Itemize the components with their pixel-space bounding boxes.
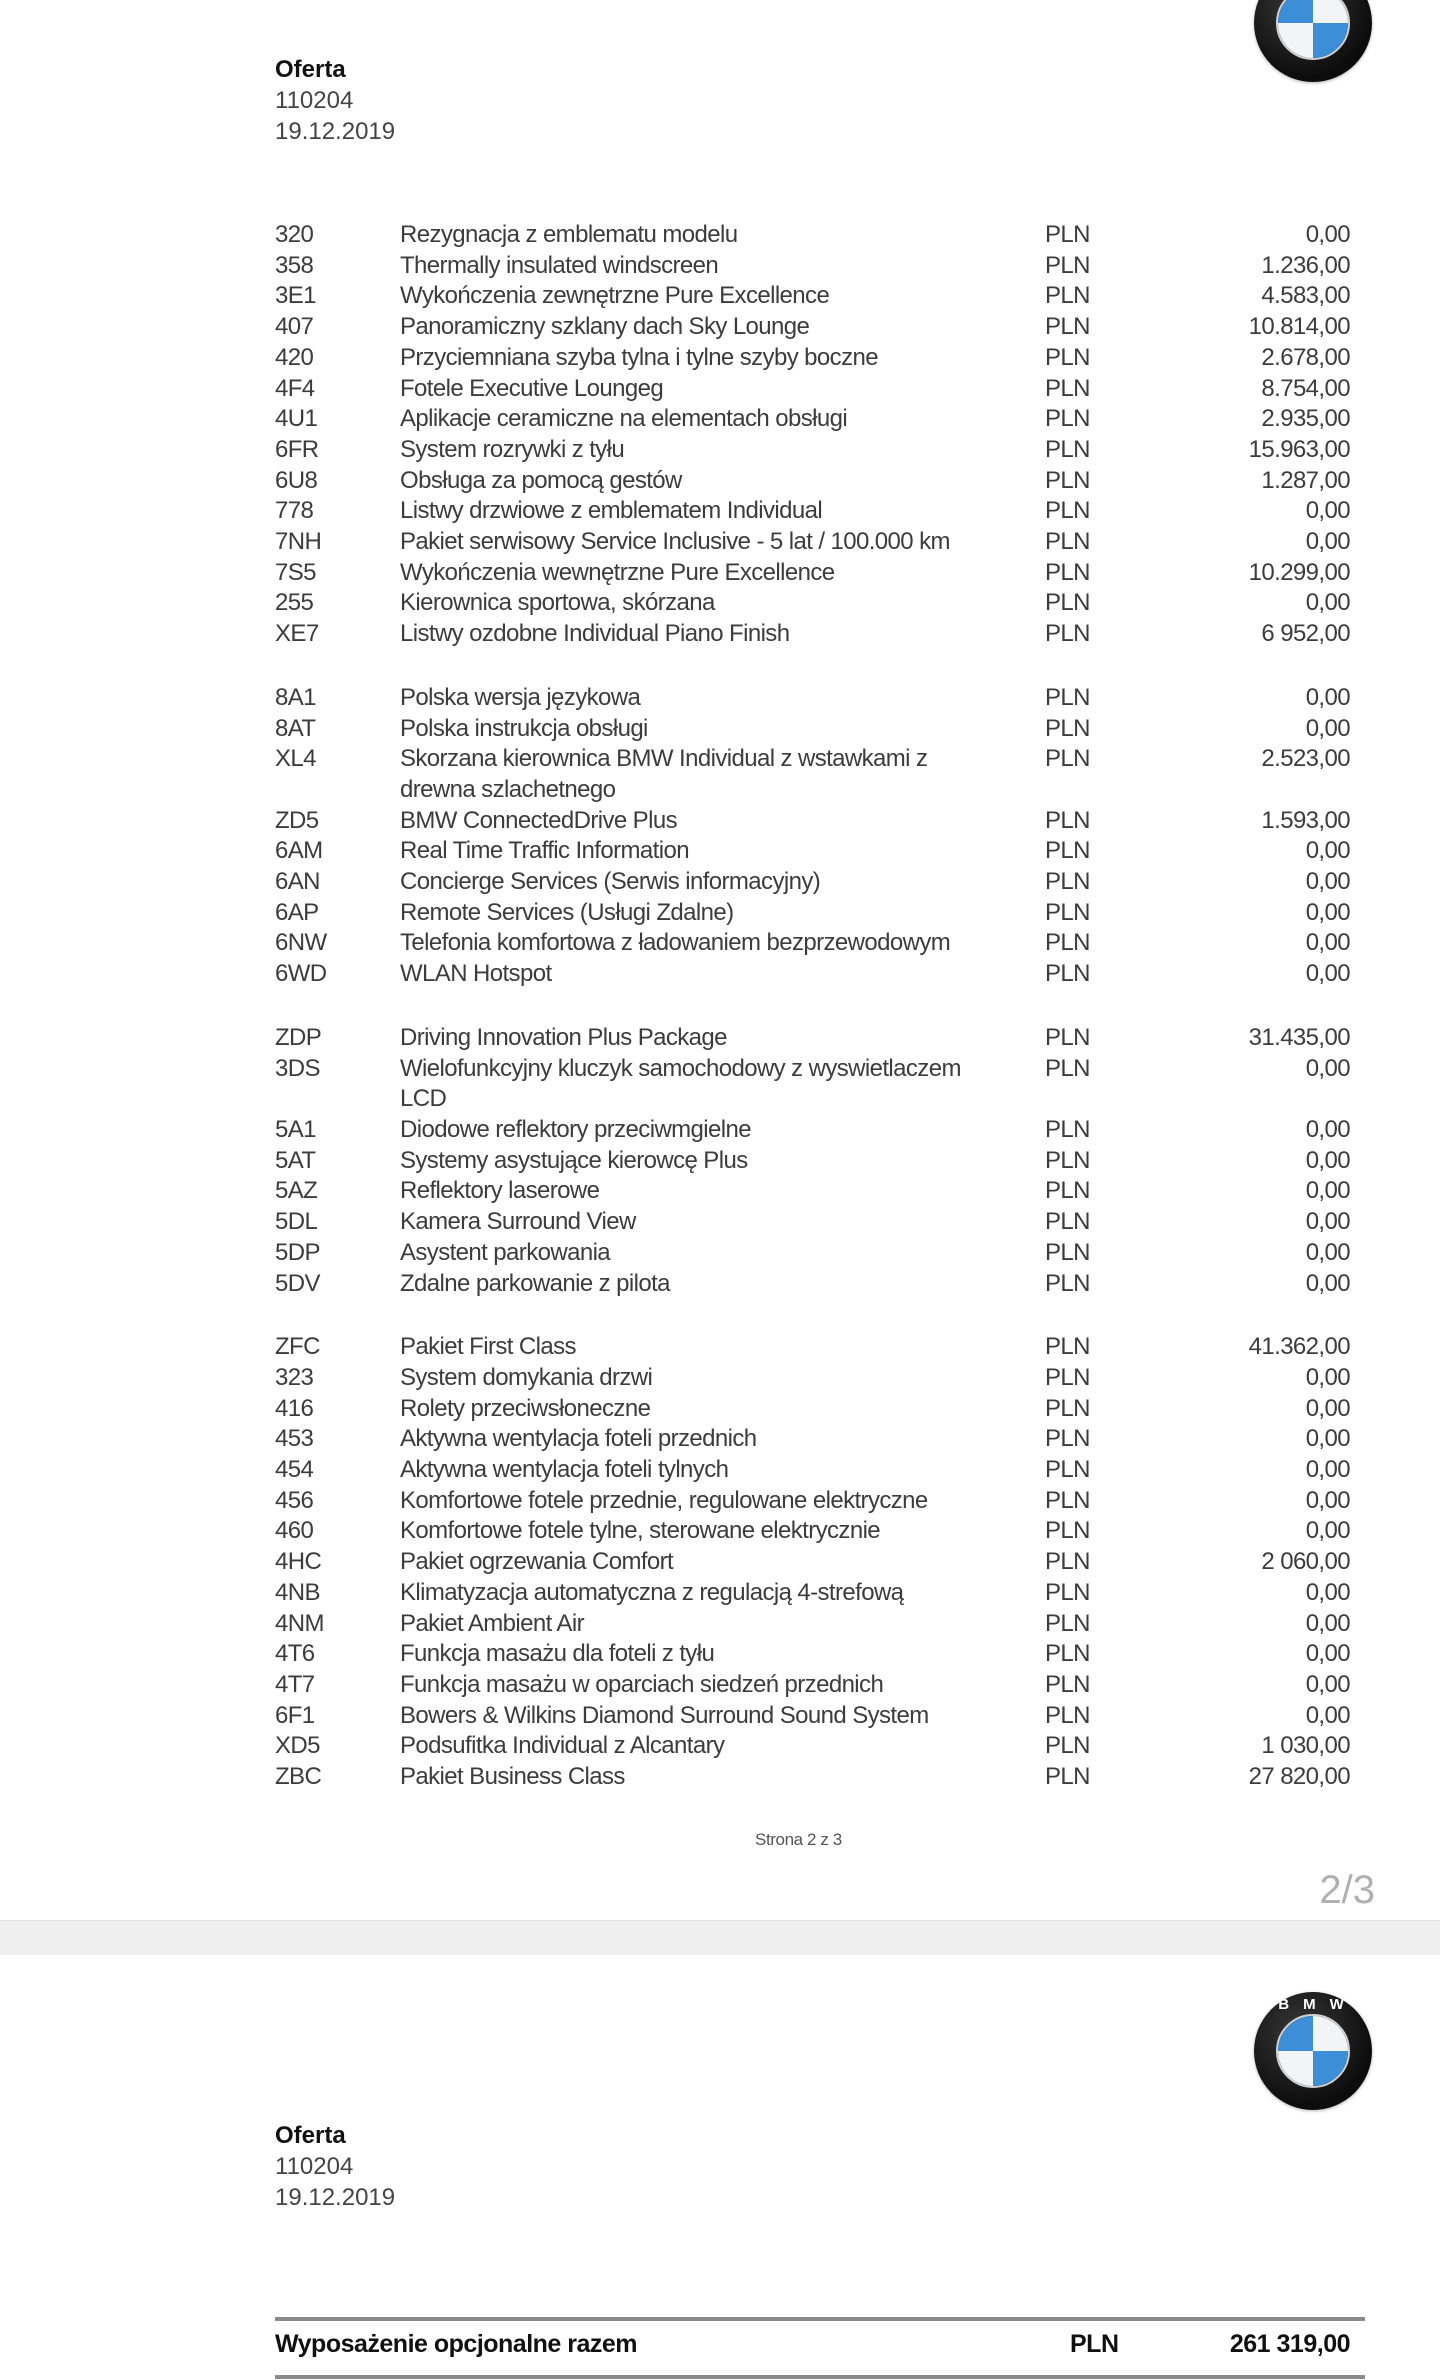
- option-description: Polska instrukcja obsługi: [400, 714, 648, 742]
- option-description: Pakiet Ambient Air: [400, 1609, 584, 1637]
- option-currency: PLN: [1045, 528, 1090, 556]
- option-code: 407: [275, 313, 314, 341]
- option-code: 7S5: [275, 558, 316, 586]
- offer-title: Oferta: [275, 56, 346, 83]
- option-description: Funkcja masażu w oparciach siedzeń przednich: [400, 1670, 884, 1698]
- option-price: 1 030,00: [1261, 1732, 1350, 1760]
- roundel-quadrant: [1313, 23, 1348, 58]
- option-description: Panoramiczny szklany dach Sky Lounge: [400, 313, 810, 341]
- option-code: 454: [275, 1456, 314, 1484]
- option-row: [275, 1762, 1350, 1793]
- option-price: 0,00: [1305, 1670, 1350, 1698]
- offer-number: 110204: [275, 2153, 354, 2180]
- option-description: Wielofunkcyjny kluczyk samochodowy z wyswietlaczem: [400, 1054, 961, 1082]
- option-group: [275, 220, 1350, 650]
- option-row: [275, 1238, 1350, 1269]
- option-description: Fotele Executive Loungeg: [400, 374, 664, 402]
- option-description: Wykończenia zewnętrzne Pure Excellence: [400, 282, 830, 310]
- option-description: Obsługa za pomocą gestów: [400, 466, 682, 494]
- option-description: Reflektory laserowe: [400, 1177, 600, 1205]
- option-price: 0,00: [1305, 868, 1350, 896]
- option-price: 0,00: [1305, 221, 1350, 248]
- offer-date: 19.12.2019: [275, 2184, 396, 2211]
- option-group: [275, 683, 1350, 990]
- option-currency: [1045, 1084, 1145, 1115]
- option-row: [275, 1578, 1350, 1609]
- option-code: 5DP: [275, 1238, 320, 1266]
- option-currency: PLN: [1045, 343, 1090, 371]
- option-price: 10.299,00: [1248, 558, 1350, 586]
- option-row: [275, 1176, 1350, 1207]
- document-page-3: [0, 1955, 1440, 2380]
- option-code: 3E1: [275, 282, 316, 310]
- option-row: [275, 1516, 1350, 1547]
- option-description: Driving Innovation Plus Package: [400, 1023, 727, 1051]
- option-currency: PLN: [1045, 1701, 1090, 1729]
- option-row: [275, 1547, 1350, 1578]
- option-price: [1145, 775, 1350, 806]
- option-currency: PLN: [1045, 868, 1090, 896]
- option-code: 6U8: [275, 466, 318, 494]
- option-code: 6FR: [275, 435, 319, 463]
- options-total-row: [275, 2330, 1350, 2359]
- option-price: 0,00: [1305, 1269, 1350, 1297]
- option-code: ZD5: [275, 806, 319, 834]
- option-row: [275, 744, 1350, 775]
- option-currency: PLN: [1045, 1054, 1090, 1082]
- total-currency: PLN: [1070, 2330, 1119, 2358]
- option-code: 320: [275, 221, 314, 248]
- option-price: 10.814,00: [1248, 313, 1350, 341]
- option-price: 0,00: [1305, 528, 1350, 556]
- option-code: 6AM: [275, 837, 323, 865]
- option-currency: PLN: [1045, 497, 1090, 525]
- option-currency: PLN: [1045, 1208, 1090, 1236]
- option-currency: PLN: [1045, 405, 1090, 433]
- option-currency: PLN: [1045, 1548, 1090, 1576]
- page-counter: 2/3: [1319, 1868, 1375, 1912]
- option-row: [275, 1731, 1350, 1762]
- option-currency: PLN: [1045, 1146, 1090, 1174]
- option-code: 6WD: [275, 960, 327, 988]
- option-row: [275, 1084, 1350, 1115]
- option-currency: PLN: [1045, 1115, 1090, 1143]
- option-currency: PLN: [1045, 313, 1090, 341]
- option-currency: PLN: [1045, 435, 1090, 463]
- option-description: Komfortowe fotele przednie, regulowane elektryczne: [400, 1486, 928, 1514]
- option-description: Aktywna wentylacja foteli tylnych: [400, 1456, 729, 1484]
- option-currency: PLN: [1045, 589, 1090, 617]
- option-code: 5A1: [275, 1115, 316, 1143]
- option-row: [275, 435, 1350, 466]
- option-description: Komfortowe fotele tylne, sterowane elektrycznie: [400, 1517, 881, 1545]
- option-row: [275, 374, 1350, 405]
- option-description: Thermally insulated windscreen: [400, 251, 719, 279]
- option-row: [275, 1609, 1350, 1640]
- option-row: [275, 1424, 1350, 1455]
- option-price: 0,00: [1305, 1115, 1350, 1143]
- option-row: [275, 959, 1350, 990]
- option-row: [275, 1269, 1350, 1300]
- option-currency: PLN: [1045, 714, 1090, 742]
- option-description: Rezygnacja z emblematu modelu: [400, 221, 738, 248]
- offer-number: 110204: [275, 87, 354, 114]
- option-currency: PLN: [1045, 374, 1090, 402]
- option-price: 8.754,00: [1261, 374, 1350, 402]
- option-currency: PLN: [1045, 1763, 1090, 1791]
- option-currency: PLN: [1045, 960, 1090, 988]
- option-description: Kamera Surround View: [400, 1208, 636, 1236]
- offer-header: [275, 54, 395, 147]
- option-currency: PLN: [1045, 1269, 1090, 1297]
- option-code: 6F1: [275, 1701, 315, 1729]
- option-description: Pakiet Business Class: [400, 1763, 625, 1791]
- option-code: 416: [275, 1394, 314, 1422]
- option-row: [275, 343, 1350, 374]
- option-description: Systemy asystujące kierowcę Plus: [400, 1146, 748, 1174]
- option-description: Kierownica sportowa, skórzana: [400, 589, 715, 617]
- option-code: 6AN: [275, 868, 320, 896]
- option-price: 0,00: [1305, 1517, 1350, 1545]
- page-footer: Strona 2 z 3: [755, 1830, 842, 1849]
- option-group: [275, 1332, 1350, 1793]
- option-code: 4T7: [275, 1670, 315, 1698]
- offer-title: Oferta: [275, 2122, 346, 2149]
- option-price: 0,00: [1305, 1456, 1350, 1484]
- option-code: 4NB: [275, 1578, 320, 1606]
- option-code: 5AT: [275, 1146, 316, 1174]
- options-list: [275, 220, 1350, 1826]
- option-currency: PLN: [1045, 1640, 1090, 1668]
- option-description: Pakiet First Class: [400, 1333, 576, 1361]
- option-code: 5AZ: [275, 1177, 318, 1205]
- roundel-quadrant: [1278, 23, 1313, 58]
- offer-header: [275, 2120, 395, 2213]
- bmw-logo-icon: [1254, 0, 1372, 82]
- option-price: 2.935,00: [1261, 405, 1350, 433]
- option-description: Pakiet ogrzewania Comfort: [400, 1548, 674, 1576]
- option-description: Diodowe reflektory przeciwmgielne: [400, 1115, 752, 1143]
- option-description: Pakiet serwisowy Service Inclusive - 5 lat / 100.000 km: [400, 528, 950, 556]
- total-rule-bottom: [275, 2375, 1365, 2379]
- option-currency: PLN: [1045, 837, 1090, 865]
- option-currency: PLN: [1045, 1517, 1090, 1545]
- option-row: [275, 1455, 1350, 1486]
- option-price: 0,00: [1305, 1640, 1350, 1668]
- option-currency: PLN: [1045, 745, 1090, 773]
- option-price: 2.523,00: [1261, 745, 1350, 773]
- option-row: [275, 1486, 1350, 1517]
- option-row: [275, 775, 1350, 806]
- option-price: 0,00: [1305, 1238, 1350, 1266]
- total-price: 261 319,00: [1229, 2330, 1350, 2358]
- option-row: [275, 496, 1350, 527]
- option-code: ZDP: [275, 1023, 322, 1051]
- option-code: 8AT: [275, 714, 316, 742]
- option-code: 8A1: [275, 683, 316, 711]
- option-price: 0,00: [1305, 1054, 1350, 1082]
- option-currency: PLN: [1045, 683, 1090, 711]
- option-code: 778: [275, 497, 314, 525]
- option-currency: PLN: [1045, 1023, 1090, 1051]
- option-currency: PLN: [1045, 1578, 1090, 1606]
- option-description: WLAN Hotspot: [400, 960, 552, 988]
- option-row: [275, 466, 1350, 497]
- option-currency: PLN: [1045, 221, 1090, 248]
- option-code: 4NM: [275, 1609, 324, 1637]
- option-description: LCD: [400, 1085, 447, 1113]
- option-price: 1.287,00: [1261, 466, 1350, 494]
- option-code: [275, 775, 400, 806]
- option-price: 0,00: [1305, 1363, 1350, 1391]
- option-code: [275, 1084, 400, 1115]
- option-code: 4HC: [275, 1548, 322, 1576]
- option-description: Podsufitka Individual z Alcantary: [400, 1732, 725, 1760]
- roundel-quadrant: [1313, 0, 1348, 23]
- option-row: [275, 806, 1350, 837]
- option-row: [275, 928, 1350, 959]
- option-currency: PLN: [1045, 1333, 1090, 1361]
- option-description: System rozrywki z tyłu: [400, 435, 625, 463]
- option-price: 0,00: [1305, 837, 1350, 865]
- option-price: 2.678,00: [1261, 343, 1350, 371]
- option-currency: PLN: [1045, 1238, 1090, 1266]
- option-code: XD5: [275, 1732, 320, 1760]
- option-description: Klimatyzacja automatyczna z regulacją 4-strefową: [400, 1578, 904, 1606]
- option-row: [275, 714, 1350, 745]
- option-description: Aplikacje ceramiczne na elementach obsługi: [400, 405, 848, 433]
- option-description: System domykania drzwi: [400, 1363, 653, 1391]
- option-code: 420: [275, 343, 314, 371]
- option-code: XE7: [275, 620, 319, 648]
- bmw-roundel: [1276, 2014, 1350, 2088]
- option-row: [275, 836, 1350, 867]
- option-code: 7NH: [275, 528, 322, 556]
- option-row: [275, 1639, 1350, 1670]
- option-description: Asystent parkowania: [400, 1238, 611, 1266]
- option-row: [275, 1054, 1350, 1085]
- option-currency: PLN: [1045, 1425, 1090, 1453]
- option-currency: PLN: [1045, 1177, 1090, 1205]
- option-currency: PLN: [1045, 1732, 1090, 1760]
- option-price: 4.583,00: [1261, 282, 1350, 310]
- option-price: 0,00: [1305, 497, 1350, 525]
- option-row: [275, 1670, 1350, 1701]
- option-description: BMW ConnectedDrive Plus: [400, 806, 677, 834]
- option-row: [275, 867, 1350, 898]
- option-price: 0,00: [1305, 683, 1350, 711]
- option-price: 0,00: [1305, 589, 1350, 617]
- option-price: 1.236,00: [1261, 251, 1350, 279]
- option-currency: PLN: [1045, 806, 1090, 834]
- option-description: Concierge Services (Serwis informacyjny): [400, 868, 821, 896]
- option-row: [275, 1146, 1350, 1177]
- option-price: 0,00: [1305, 1425, 1350, 1453]
- option-currency: [1045, 775, 1145, 806]
- option-description: Przyciemniana szyba tylna i tylne szyby boczne: [400, 343, 878, 371]
- option-code: 255: [275, 589, 314, 617]
- option-price: 41.362,00: [1248, 1333, 1350, 1361]
- option-price: 0,00: [1305, 1146, 1350, 1174]
- option-code: 456: [275, 1486, 314, 1514]
- option-price: 27 820,00: [1248, 1763, 1350, 1791]
- option-description: Polska wersja językowa: [400, 683, 641, 711]
- option-description: Wykończenia wewnętrzne Pure Excellence: [400, 558, 835, 586]
- option-row: [275, 898, 1350, 929]
- option-code: 6AP: [275, 898, 319, 926]
- option-description: Zdalne parkowanie z pilota: [400, 1269, 670, 1297]
- option-code: ZFC: [275, 1333, 320, 1361]
- option-row: [275, 1023, 1350, 1054]
- option-price: 0,00: [1305, 929, 1350, 957]
- roundel-quadrant: [1278, 0, 1313, 23]
- option-description: Telefonia komfortowa z ładowaniem bezprzewodowym: [400, 929, 951, 957]
- option-price: 0,00: [1305, 1394, 1350, 1422]
- option-description: Rolety przeciwsłoneczne: [400, 1394, 651, 1422]
- option-price: 15.963,00: [1248, 435, 1350, 463]
- option-row: [275, 683, 1350, 714]
- option-row: [275, 1701, 1350, 1732]
- roundel-quadrant: [1313, 2016, 1348, 2051]
- option-price: 0,00: [1305, 1208, 1350, 1236]
- option-currency: PLN: [1045, 898, 1090, 926]
- option-description: Listwy drzwiowe z emblematem Individual: [400, 497, 823, 525]
- option-code: 6NW: [275, 929, 327, 957]
- total-rule-top: [275, 2317, 1365, 2321]
- option-row: [275, 220, 1350, 251]
- option-description: Funkcja masażu dla foteli z tyłu: [400, 1640, 715, 1668]
- option-row: [275, 251, 1350, 282]
- option-price: [1145, 1084, 1350, 1115]
- offer-date: 19.12.2019: [275, 118, 396, 145]
- option-row: [275, 619, 1350, 650]
- roundel-quadrant: [1278, 2016, 1313, 2051]
- option-code: 5DL: [275, 1208, 318, 1236]
- option-code: 3DS: [275, 1054, 320, 1082]
- option-code: 5DV: [275, 1269, 320, 1297]
- option-price: 0,00: [1305, 1701, 1350, 1729]
- option-price: 0,00: [1305, 898, 1350, 926]
- option-currency: PLN: [1045, 282, 1090, 310]
- option-price: 0,00: [1305, 1486, 1350, 1514]
- option-price: 2 060,00: [1261, 1548, 1350, 1576]
- option-row: [275, 1332, 1350, 1363]
- bmw-roundel: [1276, 0, 1350, 60]
- option-price: 0,00: [1305, 960, 1350, 988]
- option-code: 4T6: [275, 1640, 315, 1668]
- total-label: Wyposażenie opcjonalne razem: [275, 2330, 638, 2358]
- option-code: 4F4: [275, 374, 315, 402]
- option-currency: PLN: [1045, 1609, 1090, 1637]
- option-row: [275, 1394, 1350, 1425]
- option-row: [275, 588, 1350, 619]
- roundel-quadrant: [1313, 2051, 1348, 2086]
- option-description: Aktywna wentylacja foteli przednich: [400, 1425, 757, 1453]
- option-group: [275, 1023, 1350, 1299]
- bmw-logo-icon: [1254, 1992, 1372, 2110]
- option-description: Remote Services (Usługi Zdalne): [400, 898, 734, 926]
- option-code: 358: [275, 251, 314, 279]
- page-separator: [0, 1920, 1440, 1957]
- option-currency: PLN: [1045, 466, 1090, 494]
- roundel-quadrant: [1278, 2051, 1313, 2086]
- option-price: 0,00: [1305, 1578, 1350, 1606]
- option-currency: PLN: [1045, 251, 1090, 279]
- option-price: 6 952,00: [1261, 620, 1350, 648]
- option-row: [275, 1207, 1350, 1238]
- option-price: 0,00: [1305, 1177, 1350, 1205]
- option-code: 453: [275, 1425, 314, 1453]
- option-currency: PLN: [1045, 1394, 1090, 1422]
- bmw-logo-letters: BMW: [1278, 1996, 1358, 2013]
- option-row: [275, 404, 1350, 435]
- option-currency: PLN: [1045, 558, 1090, 586]
- option-price: 0,00: [1305, 1609, 1350, 1637]
- option-code: 323: [275, 1363, 314, 1391]
- option-price: 31.435,00: [1248, 1023, 1350, 1051]
- option-currency: PLN: [1045, 929, 1090, 957]
- option-description: Bowers & Wilkins Diamond Surround Sound System: [400, 1701, 929, 1729]
- option-code: 460: [275, 1517, 314, 1545]
- option-row: [275, 1115, 1350, 1146]
- option-description: Listwy ozdobne Individual Piano Finish: [400, 620, 790, 648]
- option-code: ZBC: [275, 1763, 322, 1791]
- option-description: Skorzana kierownica BMW Individual z wstawkami z: [400, 745, 928, 773]
- option-row: [275, 527, 1350, 558]
- option-currency: PLN: [1045, 1363, 1090, 1391]
- option-description: Real Time Traffic Information: [400, 837, 689, 865]
- option-row: [275, 281, 1350, 312]
- option-code: XL4: [275, 745, 316, 773]
- option-code: 4U1: [275, 405, 318, 433]
- option-currency: PLN: [1045, 1670, 1090, 1698]
- option-price: 0,00: [1305, 714, 1350, 742]
- option-currency: PLN: [1045, 1486, 1090, 1514]
- option-row: [275, 312, 1350, 343]
- option-currency: PLN: [1045, 620, 1090, 648]
- option-description: drewna szlachetnego: [400, 775, 616, 803]
- option-price: 1.593,00: [1261, 806, 1350, 834]
- option-row: [275, 1363, 1350, 1394]
- option-row: [275, 558, 1350, 589]
- option-currency: PLN: [1045, 1456, 1090, 1484]
